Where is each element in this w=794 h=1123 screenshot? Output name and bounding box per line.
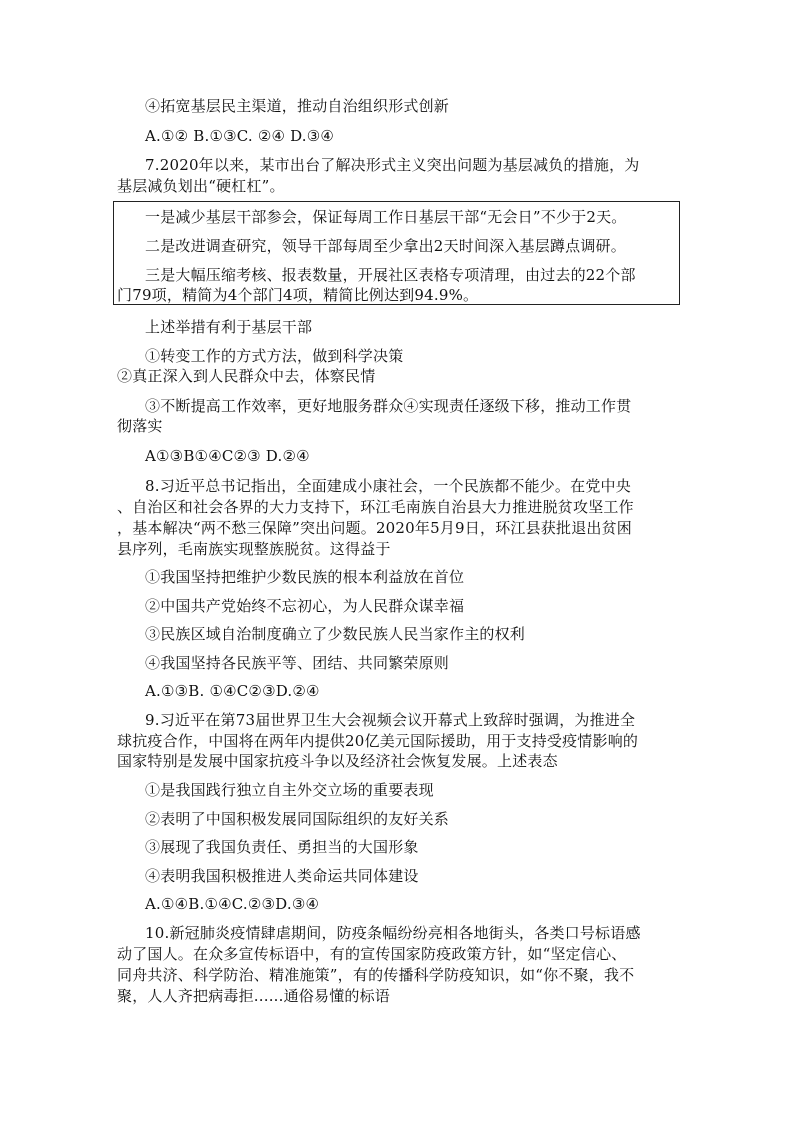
q9-option-3: ③展现了我国负责任、勇担当的大国形象 [145,838,419,856]
q7-option-1: ①转变工作的方式方法，做到科学决策 [145,347,404,365]
q7-material-point-3-line-2: 门79项，精简为4个部门4项，精简比例达到94.9%。 [117,286,479,304]
q9-stem-line-2: 球抗疫合作，中国将在两年内提供20亿美元国际援助，用于支持受疫情影响的 [117,732,639,750]
q7-stem-line-2: 基层减负划出“硬杠杠”。 [117,177,285,195]
q9-option-2: ②表明了中国积极发展同国际组织的友好关系 [145,810,450,828]
q8-answer-choices: A.①③B. ①④C②③D.②④ [145,682,320,700]
q9-option-1: ①是我国践行独立自主外交立场的重要表现 [145,781,434,799]
q9-option-4: ④表明我国积极推进人类命运共同体建设 [145,867,419,885]
q7-answer-choices: A①③B①④C②③ D.②④ [145,447,310,465]
q8-stem-line-4: 县序列，毛南族实现整族脱贫。这得益于 [117,540,391,558]
q10-stem-line-3: 同舟共济、科学防治、精准施策”，有的传播科学防疫知识，如“你不聚，我不 [117,966,635,984]
q7-question: 上述举措有利于基层干部 [145,318,313,336]
q8-stem-line-2: 、自治区和社会各界的大力支持下，环江毛南族自治县大力推进脱贫攻坚工作 [117,498,634,516]
q8-option-2: ②中国共产党始终不忘初心，为人民群众谋幸福 [145,597,465,615]
q7-material-point-1: 一是减少基层干部参会，保证每周工作日基层干部“无会日”不少于2天。 [145,208,627,226]
q7-material-point-3-line-1: 三是大幅压缩考核、报表数量，开展社区表格专项清理，由过去的22个部 [145,266,636,284]
q7-stem-line-1: 7.2020年以来，某市出台了解决形式主义突出问题为基层减负的措施，为 [145,156,640,174]
q6-answer-choices: A.①② B.①③C. ②④ D.③④ [145,127,335,145]
q8-option-1: ①我国坚持把维护少数民族的根本利益放在首位 [145,568,465,586]
q10-stem-line-1: 10.新冠肺炎疫情肆虐期间，防疫条幅纷纷亮相各地街头，各类口号标语感 [145,924,641,942]
q6-option-4: ④拓宽基层民主渠道，推动自治组织形式创新 [145,97,450,115]
q7-option-2: ②真正深入到人民群众中去，体察民情 [117,367,376,385]
q7-material-point-2: 二是改进调查研究，领导干部每周至少拿出2天时间深入基层蹲点调研。 [145,237,626,255]
q9-stem-line-1: 9.习近平在第73届世界卫生大会视频会议开幕式上致辞时强调，为推进全 [145,711,636,729]
q9-stem-line-3: 国家特别是发展中国家抗疫斗争以及经济社会恢复发展。上述表态 [117,752,558,770]
q7-option-3-4-line-2: 彻落实 [117,417,163,435]
q8-option-4: ④我国坚持各民族平等、团结、共同繁荣原则 [145,654,450,672]
q8-option-3: ③民族区域自治制度确立了少数民族人民当家作主的权利 [145,625,526,643]
q9-answer-choices: A.①④B.①④C.②③D.③④ [145,895,320,913]
q7-option-3-4-line-1: ③不断提高工作效率，更好地服务群众④实现责任逐级下移，推动工作贯 [145,397,632,415]
q8-stem-line-3: ，基本解决“两不愁三保障”突出问题。2020年5月9日，环江县获批退出贫困 [117,519,633,537]
q10-stem-line-4: 聚，人人齐把病毒拒......通俗易懂的标语 [117,987,391,1005]
q8-stem-line-1: 8.习近平总书记指出，全面建成小康社会，一个民族都不能少。在党中央 [145,477,631,495]
q10-stem-line-2: 动了国人。在众多宣传标语中，有的宣传国家防疫政策方针，如“坚定信心、 [117,945,627,963]
